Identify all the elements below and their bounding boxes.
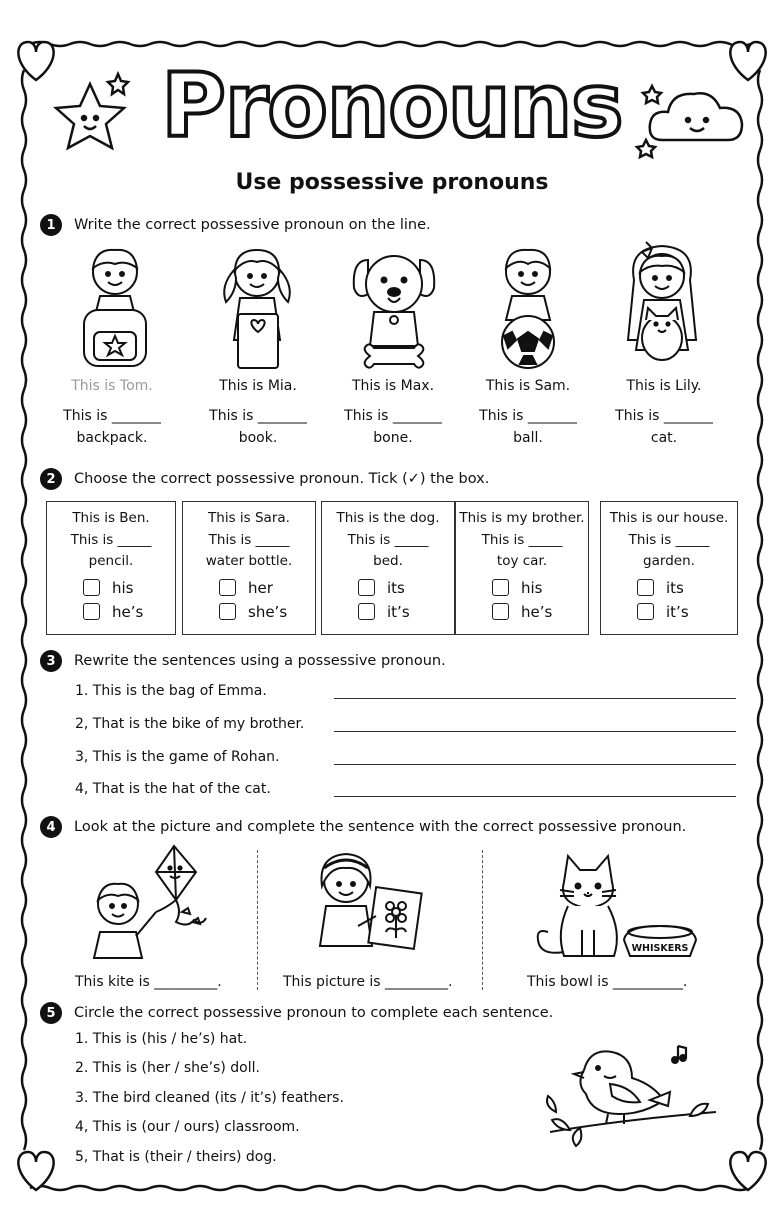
checkbox[interactable] <box>637 579 654 596</box>
box-line: This is _____ <box>347 531 429 548</box>
option-label: it’s <box>666 602 689 621</box>
choice-box-4 <box>455 501 589 635</box>
checkbox[interactable] <box>219 603 236 620</box>
divider <box>482 850 483 990</box>
option-label: his <box>112 578 134 597</box>
s4-sentence-1[interactable]: This kite is _________. <box>75 974 222 990</box>
circle-sentence-4[interactable]: 4, This is (our / ours) classroom. <box>75 1119 300 1135</box>
box-line: This is Sara. <box>208 510 290 526</box>
option-row[interactable] <box>183 579 315 597</box>
s1-blank-4[interactable]: This is _______ <box>479 408 577 424</box>
puppy-with-bone-illustration <box>348 250 440 372</box>
option-label: it’s <box>387 602 410 621</box>
checkbox[interactable] <box>219 579 236 596</box>
s1-object-3: bone. <box>373 430 413 446</box>
option-row[interactable] <box>47 603 175 621</box>
answer-line[interactable] <box>334 731 736 732</box>
page-subtitle: Use possessive pronouns <box>235 170 549 195</box>
option-label: he’s <box>112 602 144 621</box>
s1-object-4: ball. <box>513 430 543 446</box>
s1-blank-5[interactable]: This is _______ <box>615 408 713 424</box>
choice-box-5 <box>600 501 738 635</box>
rewrite-sentence-1: 1. This is the bag of Emma. <box>75 683 267 699</box>
s1-name-1: This is Tom. <box>71 378 153 394</box>
checkbox[interactable] <box>637 603 654 620</box>
section-instruction: Choose the correct possessive pronoun. Tick (✓) the box. <box>74 471 490 487</box>
section-number: 5 <box>40 1002 62 1024</box>
box-line: This is our house. <box>609 510 729 526</box>
rewrite-sentence-3: 3, This is the game of Rohan. <box>75 749 280 765</box>
option-row[interactable] <box>47 579 175 597</box>
bowl-label: WHISKERS <box>631 943 689 954</box>
boy-with-ball-illustration <box>482 240 574 372</box>
box-line: water bottle. <box>205 553 293 569</box>
checkbox[interactable] <box>83 603 100 620</box>
option-row[interactable] <box>601 603 737 621</box>
box-line: This is Ben. <box>72 510 150 526</box>
option-label: her <box>248 578 273 597</box>
checkbox[interactable] <box>358 579 375 596</box>
checkbox[interactable] <box>492 603 509 620</box>
option-row[interactable] <box>601 579 737 597</box>
girl-with-cat-illustration <box>616 240 708 372</box>
box-line: garden. <box>643 553 695 569</box>
option-label: its <box>666 578 684 597</box>
option-label: he’s <box>521 602 553 621</box>
box-line: This is _____ <box>481 531 563 548</box>
option-row[interactable] <box>456 603 588 621</box>
section-3-heading <box>40 650 446 672</box>
checkbox[interactable] <box>358 603 375 620</box>
section-instruction: Circle the correct possessive pronoun to complete each sentence. <box>74 1005 554 1021</box>
s1-blank-3[interactable]: This is _______ <box>344 408 442 424</box>
section-number: 2 <box>40 468 62 490</box>
s4-sentence-2[interactable]: This picture is _________. <box>283 974 453 990</box>
box-line: pencil. <box>88 553 134 569</box>
option-row[interactable] <box>456 579 588 597</box>
s1-name-5: This is Lily. <box>626 378 702 394</box>
boy-with-backpack-illustration <box>70 240 160 372</box>
s1-name-3: This is Max. <box>351 378 435 394</box>
option-label: she’s <box>248 602 288 621</box>
checkbox[interactable] <box>83 579 100 596</box>
s4-sentence-3[interactable]: This bowl is __________. <box>527 974 688 990</box>
s1-blank-2[interactable]: This is _______ <box>209 408 307 424</box>
circle-sentence-5[interactable]: 5, That is (their / theirs) dog. <box>75 1149 277 1165</box>
answer-line[interactable] <box>334 796 736 797</box>
rewrite-sentence-2: 2, That is the bike of my brother. <box>75 716 305 732</box>
circle-sentence-1[interactable]: 1. This is (his / he’s) hat. <box>75 1031 248 1047</box>
s1-object-2: book. <box>238 430 278 446</box>
choice-box-2 <box>182 501 316 635</box>
s1-blank-1[interactable]: This is _______ <box>63 408 161 424</box>
boy-with-kite-illustration <box>76 842 216 962</box>
s1-object-1: backpack. <box>76 430 148 446</box>
bird-on-branch-illustration <box>540 1040 720 1150</box>
answer-line[interactable] <box>334 764 736 765</box>
section-instruction: Write the correct possessive pronoun on the line. <box>74 217 431 233</box>
girl-with-drawing-illustration <box>304 846 430 962</box>
s1-object-5: cat. <box>650 430 678 446</box>
box-line: This is _____ <box>208 531 290 548</box>
choice-box-3 <box>321 501 455 635</box>
section-instruction: Look at the picture and complete the sentence with the correct possessive pronoun. <box>74 819 687 835</box>
section-1-heading <box>40 214 431 236</box>
box-line: This is the dog. <box>336 510 440 526</box>
circle-sentence-3[interactable]: 3. The bird cleaned (its / it’s) feathers. <box>75 1090 344 1106</box>
box-line: This is _____ <box>70 531 152 548</box>
answer-line[interactable] <box>334 698 736 699</box>
option-row[interactable] <box>322 603 454 621</box>
box-line: This is _____ <box>628 531 710 548</box>
option-row[interactable] <box>183 603 315 621</box>
option-row[interactable] <box>322 579 454 597</box>
circle-sentence-2[interactable]: 2. This is (her / she’s) doll. <box>75 1060 260 1076</box>
section-number: 3 <box>40 650 62 672</box>
girl-with-book-illustration <box>212 240 302 372</box>
choice-box-1 <box>46 501 176 635</box>
section-5-heading <box>40 1002 553 1024</box>
section-4-heading <box>40 816 686 838</box>
box-line: toy car. <box>496 553 548 569</box>
page-title: Pronouns <box>161 54 623 157</box>
option-label: his <box>521 578 543 597</box>
box-line: This is my brother. <box>459 510 585 526</box>
rewrite-sentence-4: 4, That is the hat of the cat. <box>75 781 271 797</box>
divider <box>257 850 258 990</box>
option-label: its <box>387 578 405 597</box>
section-number: 4 <box>40 816 62 838</box>
section-number: 1 <box>40 214 62 236</box>
section-instruction: Rewrite the sentences using a possessive pronoun. <box>74 653 446 669</box>
checkbox[interactable] <box>492 579 509 596</box>
section-2-heading <box>40 468 489 490</box>
s1-name-4: This is Sam. <box>485 378 571 394</box>
box-line: bed. <box>373 553 403 569</box>
s1-name-2: This is Mia. <box>219 378 297 394</box>
